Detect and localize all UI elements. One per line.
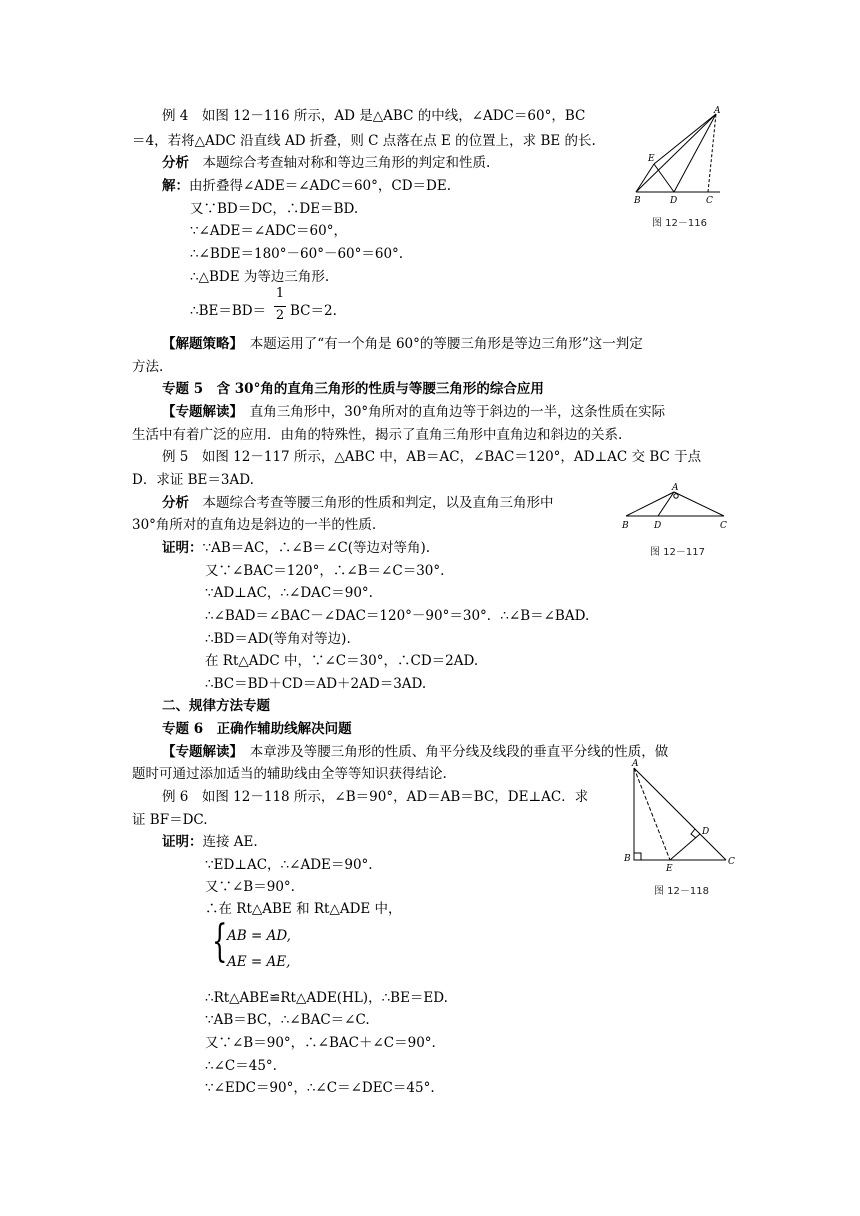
label-A: A bbox=[714, 106, 721, 116]
figure-12-117 bbox=[620, 478, 732, 532]
label-B: B bbox=[622, 521, 629, 531]
ex5-proof-5: ∴BD＝AD(等角对等边). bbox=[205, 631, 351, 647]
ex6-proof-7: 又∵∠B＝90°，∴∠BAC＋∠C＝90°. bbox=[205, 1035, 436, 1051]
ex6-proof-1 bbox=[162, 831, 258, 853]
ex4-line-1: 例 4 如图 12－116 所示，AD 是△ABC 的中线，∠ADC＝60°，BC bbox=[162, 108, 586, 124]
proof-label: 证明： bbox=[162, 540, 203, 556]
ex4-analysis bbox=[162, 152, 490, 174]
topic5-reading-2: 生活中有着广泛的应用．由角的特殊性，揭示了直角三角形中直角边和斜边的关系. bbox=[132, 427, 623, 443]
ex4-solution-4: ∴∠BDE＝180°－60°－60°＝60°. bbox=[190, 246, 404, 262]
ex4-solution-6b: BC＝2. bbox=[290, 303, 337, 319]
ex6-proof-6: ∵AB＝BC，∴∠BAC＝∠C. bbox=[205, 1012, 370, 1028]
ex6-line-1: 例 6 如图 12－118 所示，∠B＝90°，AD＝AB＝BC，DE⊥AC．求 bbox=[162, 789, 589, 805]
label-E: E bbox=[648, 154, 655, 164]
solution-label: 解： bbox=[162, 178, 189, 194]
ex4-solution-2: 又∵BD＝DC，∴DE＝BD. bbox=[190, 201, 359, 217]
reading-label: 【专题解读】 bbox=[162, 404, 237, 420]
ex6-proof-9: ∵∠EDC＝90°，∴∠C＝∠DEC＝45°. bbox=[205, 1080, 435, 1096]
ex4-line-2: ＝4，若将△ADC 沿直线 AD 折叠，则 C 点落在点 E 的位置上，求 BE 的长. bbox=[132, 133, 596, 149]
ex4-strategy bbox=[162, 333, 643, 355]
section2-title: 二、规律方法专题 bbox=[162, 698, 270, 714]
proof-label: 证明： bbox=[162, 834, 203, 850]
figure-caption-116: 图 12－116 bbox=[652, 218, 707, 229]
figure-12-118 bbox=[622, 756, 742, 874]
label-B: B bbox=[624, 854, 631, 864]
analysis-text: 本题综合考查等腰三角形的性质和判定，以及直角三角形中 bbox=[202, 495, 554, 511]
label-C: C bbox=[728, 857, 735, 867]
ex5-proof-1 bbox=[162, 537, 430, 559]
fraction-bar bbox=[274, 306, 286, 307]
reading-text: 本章涉及等腰三角形的性质、角平分线及线段的垂直平分线的性质，做 bbox=[249, 744, 669, 760]
ex5-analysis-2: 30°角所对的直角边是斜边的一半的性质. bbox=[132, 517, 377, 533]
analysis-text: 本题综合考查轴对称和等边三角形的判定和性质. bbox=[202, 155, 491, 171]
ex6-proof-3: 又∵∠B＝90°. bbox=[205, 879, 295, 895]
ex6-proof-2: ∵ED⊥AC，∴∠ADE＝90°. bbox=[205, 857, 373, 873]
ex6-proof-8: ∴∠C＝45°. bbox=[205, 1058, 277, 1074]
topic5-reading bbox=[162, 401, 665, 423]
ex4-solution-1 bbox=[162, 175, 451, 197]
label-C: C bbox=[706, 196, 713, 204]
analysis-label: 分析 bbox=[162, 495, 189, 511]
solution-step: 由折叠得∠ADE＝∠ADC＝60°，CD＝DE. bbox=[189, 178, 452, 194]
system-brace: { bbox=[212, 916, 228, 967]
strategy-text: 本题运用了“有一个角是 60°的等腰三角形是等边三角形”这一判定 bbox=[249, 336, 643, 352]
ex5-proof-4: ∴∠BAD＝∠BAC－∠DAC＝120°－90°＝30°．∴∠B＝∠BAD. bbox=[205, 608, 590, 624]
proof-step: 连接 AE. bbox=[202, 834, 258, 850]
ex5-analysis bbox=[162, 492, 554, 514]
ex4-strategy-2: 方法. bbox=[132, 359, 164, 375]
proof-step: ∵AB＝AC，∴∠B＝∠C(等边对等角). bbox=[202, 540, 431, 556]
ex5-proof-2: 又∵∠BAC＝120°，∴∠B＝∠C＝30°. bbox=[205, 563, 445, 579]
ex6-proof-5: ∴Rt△ABE≌Rt△ADE(HL)，∴BE＝ED. bbox=[205, 990, 448, 1006]
ex5-line-2: D．求证 BE＝3AD. bbox=[132, 472, 254, 488]
label-B: B bbox=[634, 196, 641, 204]
fraction-denominator: 2 bbox=[275, 308, 285, 323]
analysis-label: 分析 bbox=[162, 155, 189, 171]
ex4-solution-5: ∴△BDE 为等边三角形. bbox=[190, 269, 330, 285]
topic6-reading-2: 题时可通过添加适当的辅助线由全等等知识获得结论. bbox=[132, 766, 447, 782]
strategy-label: 【解题策略】 bbox=[162, 336, 237, 352]
figure-caption-118: 图 12－118 bbox=[654, 886, 709, 897]
label-D: D bbox=[670, 196, 678, 204]
ex5-proof-6: 在 Rt△ADC 中，∵∠C＝30°，∴CD＝2AD. bbox=[205, 653, 479, 669]
ex5-line-1: 例 5 如图 12－117 所示，△ABC 中，AB＝AC，∠BAC＝120°，AD⊥AC 交 BC 于点 bbox=[162, 449, 702, 465]
reading-text: 直角三角形中，30°角所对的直角边等于斜边的一半，这条性质在实际 bbox=[249, 404, 666, 420]
topic5-title: 专题 5 含 30°角的直角三角形的性质与等腰三角形的综合应用 bbox=[162, 381, 544, 397]
label-E: E bbox=[666, 864, 673, 874]
label-A: A bbox=[672, 483, 679, 493]
label-D: D bbox=[702, 827, 710, 837]
reading-label: 【专题解读】 bbox=[162, 744, 237, 760]
system-eq-2: AE = AE, bbox=[227, 954, 291, 970]
label-D: D bbox=[654, 521, 662, 531]
figure-12-116 bbox=[628, 104, 728, 204]
system-eq-1: AB = AD, bbox=[227, 928, 291, 944]
figure-caption-117: 图 12－117 bbox=[650, 547, 705, 558]
ex4-solution-3: ∵∠ADE＝∠ADC＝60°， bbox=[190, 223, 347, 239]
ex6-line-2: 证 BF＝DC. bbox=[132, 812, 208, 828]
fraction-numerator: 1 bbox=[275, 286, 285, 301]
ex5-proof-3: ∵AD⊥AC，∴∠DAC＝90°. bbox=[205, 585, 373, 601]
ex6-proof-4: ∴在 Rt△ABE 和 Rt△ADE 中， bbox=[205, 901, 402, 917]
topic6-title: 专题 6 正确作辅助线解决问题 bbox=[162, 721, 352, 737]
ex4-solution-6a: ∴BE＝BD＝ bbox=[190, 303, 267, 319]
ex5-proof-7: ∴BC＝BD＋CD＝AD＋2AD＝3AD. bbox=[205, 676, 427, 692]
label-C: C bbox=[720, 521, 727, 531]
topic6-reading bbox=[162, 741, 668, 763]
label-A: A bbox=[632, 759, 639, 769]
